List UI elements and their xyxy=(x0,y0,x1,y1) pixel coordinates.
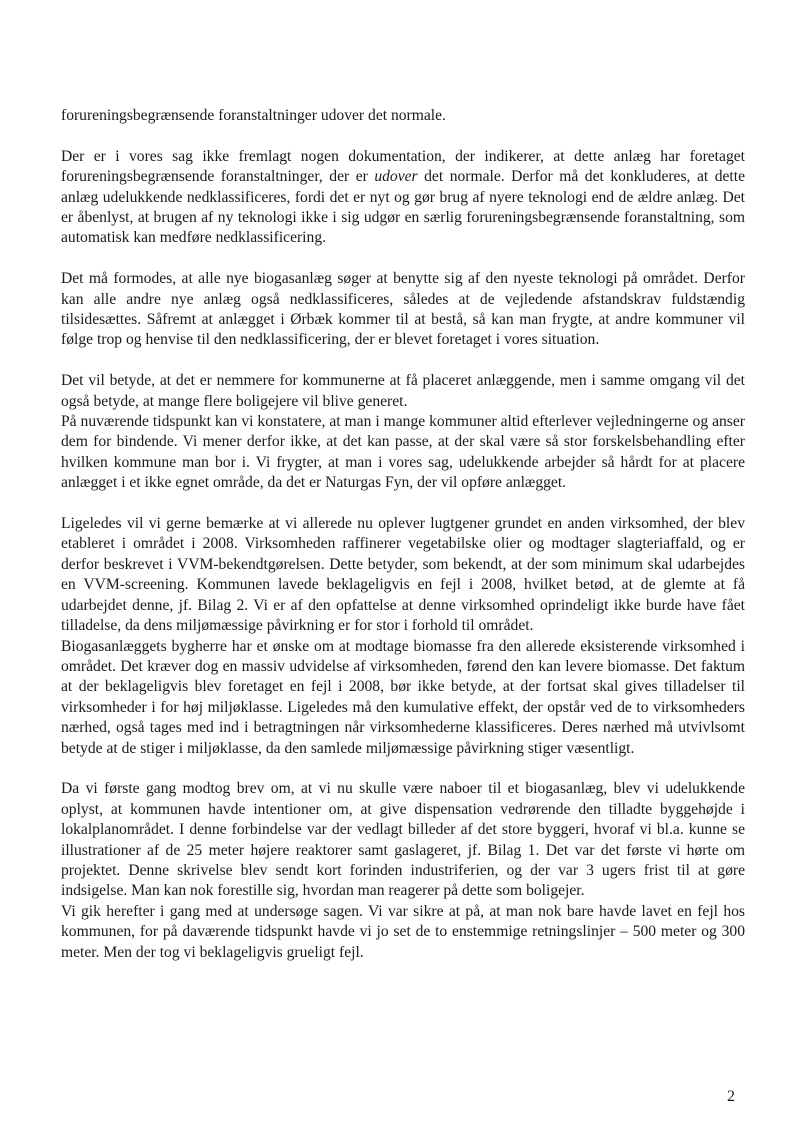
paragraph-2: Der er i vores sag ikke fremlagt nogen dokumentation, der indikerer, at dette anlæg har foretaget forureningsbegrænsende foranstaltninger, der er udover det normale. Derfor må det konkluderes, at dette anlæg udelukkende nedklassificeres, fordi det er nyt og gør brug af nyere teknologi end de ældre anlæg. Det er åbenlyst, at brugen af ny teknologi ikke i sig udgør en særlig forureningsbegrænsende foranstaltning, som automatisk kan medføre nedklassificering. xyxy=(61,147,746,247)
paragraph-5: På nuværende tidspunkt kan vi konstatere, at man i mange kommuner altid efterlever vejledningerne og anser dem for bindende. Vi mener derfor ikke, at det kan passe, at der skal være så stor forskelsbehandling efter hvilken kommune man bor i. Vi frygter, at man i vores sag, udelukkende arbejder så hårdt for at placere anlægget i et ikke egnet område, da det er Naturgas Fyn, der vil opføre anlægget. xyxy=(61,413,745,492)
paragraph-8: Da vi første gang modtog brev om, at vi nu skulle være naboer til et biogasanlæg, blev vi udelukkende oplyst, at kommunen havde intentioner om, at give dispensation vedrørende den tilladte byggehøjde i lokalplanområdet. I denne forbindelse var der vedlagt billeder af det store byggeri, hvoraf vi bl.a. kunne se illustrationer af de 25 meter højere reaktorer samt gaslageret, jf. Bilag 1. Det var det første vi hørte om projektet. Denne skrivelse blev sendt kort forinden industriferien, og der var 3 ugers frist til at gøre indsigelse. Man kan nok forestille sig, hvordan man reagerer på dette som boligejer. xyxy=(61,780,745,900)
paragraph-9: Vi gik herefter i gang med at undersøge sagen. Vi var sikre at på, at man nok bare havde lavet en fejl hos kommunen, for på daværende tidspunkt havde vi jo set de to enstemmige retningslinjer – 500 meter og 300 meter. Men der tog vi beklageligvis grueligt fejl. xyxy=(61,902,745,961)
page-number: 2 xyxy=(727,1088,735,1105)
emphasis-udover: udover xyxy=(374,168,418,186)
paragraph-7: Biogasanlæggets bygherre har et ønske om at modtage biomasse fra den allerede eksisterende virksomhed i området. Det kræver dog en massiv udvidelse af virksomheden, førend den kan levere biomasse. Det faktum at der beklageligvis blev foretaget en fejl i 2008, bør ikke betyde, at der fortsat skal gives tilladelser til virksomheder i for høj miljøklasse. Ligeledes må den kumulative effekt, der opstår ved de to virksomheders nærhed, også tages med ind i betragtningen når virksomhederne klassificeres. Deres nærhed må utvivlsomt betyde at de stiger i miljøklasse, da den samlede miljømæssige påvirkning stiger væsentligt. xyxy=(61,637,745,757)
paragraph-4: Det vil betyde, at det er nemmere for kommunerne at få placeret anlæggende, men i samme omgang vil det også betyde, at mange flere boligejere vil blive generet. xyxy=(61,372,745,410)
paragraph-6: Ligeledes vil vi gerne bemærke at vi allerede nu oplever lugtgener grundet en anden virksomhed, der blev etableret i området i 2008. Virksomheden raffinerer vegetabilske olier og modtager slagteriaffald, og er derfor beskrevet i VVM-bekendtgørelsen. Dette betyder, som bekendt, at der som minimum skal udarbejdes en VVM-screening. Kommunen lavede beklageligvis en fejl i 2008, hvilket betød, at de glemte at få udarbejdet denne, jf. Bilag 2. Vi er af den opfattelse at denne virksomhed oprindeligt ikke burde have fået tilladelse, da dens miljømæssige påvirkning er for stor i forhold til området. xyxy=(61,515,745,635)
paragraph-1: forureningsbegrænsende foranstaltninger udover det normale. xyxy=(61,107,446,124)
paragraph-3: Det må formodes, at alle nye biogasanlæg søger at benytte sig af den nyeste teknologi på området. Derfor kan alle andre nye anlæg også nedklassificeres, således at de vejledende afstandskrav fuldstændig tilsidesættes. Såfremt at anlægget i Ørbæk kommer til at bestå, så kan man frygte, at andre kommuner vil følge trop og henvise til den nedklassificering, der er blevet foretaget i vores situation. xyxy=(61,270,745,349)
document-body xyxy=(61,106,745,963)
